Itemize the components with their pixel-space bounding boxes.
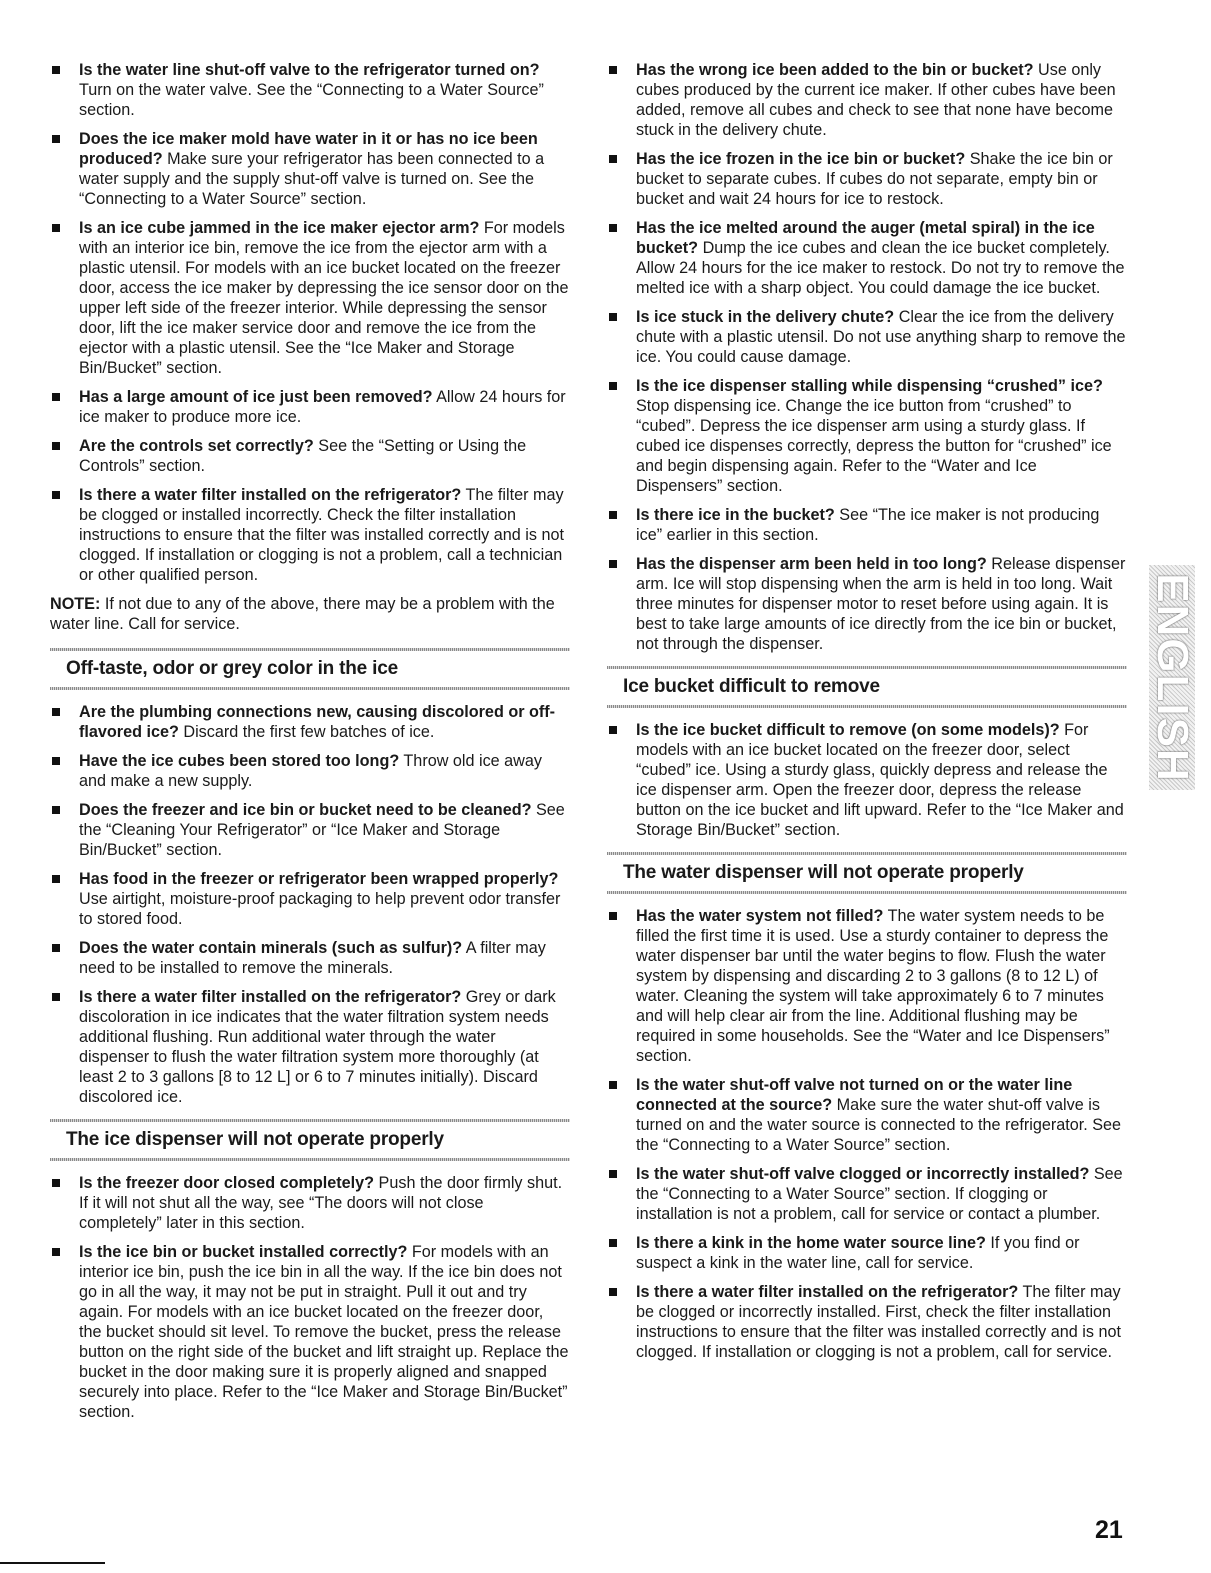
answer: The filter may be clogged or installed incorrectly. Check the filter installation instructions to ensure that the filter was installed correctly and is not clogged. If installation or clogging is not a problem, call a technician or other qualified person.: [79, 486, 564, 584]
ice-dispenser-list: [50, 1173, 570, 1422]
language-side-tab: [1149, 565, 1195, 790]
list-item: [607, 1075, 1127, 1155]
bullet-icon: [609, 1288, 617, 1296]
list-item: [50, 751, 570, 791]
bullet-icon: [52, 491, 60, 499]
answer: Use only cubes produced by the current ice maker. If other cubes have been added, remove all cubes and check to see that none have become stuck in the delivery chute.: [636, 61, 1116, 139]
section-rule-bottom: [607, 891, 1127, 894]
bullet-icon: [52, 708, 60, 716]
list-item: [50, 436, 570, 476]
bullet-icon: [52, 875, 60, 883]
bullet-icon: [609, 912, 617, 920]
list-item: [607, 307, 1127, 367]
section-rule-bottom: [50, 687, 570, 690]
answer: For models with an interior ice bin, push the ice bin in all the way. If the ice bin does not go in all the way, it may not be put in straight. Pull it out and try again. For models with an ice bucket located on the freezer door, the bucket should sit level. To remove the bucket, press the release button on the right side of the bucket and lift straight up. Replace the bucket in the door making sure it is properly aligned and snapped securely into place. Refer to the “Ice Maker and Storage Bin/Bucket” section.: [79, 1243, 569, 1421]
list-item: [50, 869, 570, 929]
question: Is the ice bucket difficult to remove (on some models)?: [636, 721, 1060, 739]
bullet-icon: [52, 944, 60, 952]
question: Are the controls set correctly?: [79, 437, 314, 455]
list-item: [50, 702, 570, 742]
section-water-dispenser: [607, 852, 1127, 894]
question: Is the ice dispenser stalling while dispensing “crushed” ice?: [636, 377, 1103, 395]
answer: See the “Cleaning Your Refrigerator” or “Ice Maker and Storage Bin/Bucket” section.: [79, 801, 565, 859]
answer: If you find or suspect a kink in the water line, call for service.: [636, 1234, 1080, 1272]
bullet-icon: [52, 224, 60, 232]
question: Have the ice cubes been stored too long?: [79, 752, 400, 770]
language-tab-label: ENGLISH: [1148, 572, 1197, 783]
footer-rule: [0, 1562, 105, 1564]
section-heading: The water dispenser will not operate properly: [623, 862, 1024, 883]
answer: Throw old ice away and make a new supply.: [79, 752, 542, 790]
question: Is the water shut-off valve not turned on or the water line connected at the source?: [636, 1076, 1073, 1114]
list-item: [607, 149, 1127, 209]
bullet-icon: [52, 135, 60, 143]
list-item: [50, 938, 570, 978]
list-item: [50, 129, 570, 209]
note-text: If not due to any of the above, there may be a problem with the water line. Call for service.: [50, 595, 555, 633]
question: Are the plumbing connections new, causing discolored or off-flavored ice?: [79, 703, 556, 741]
section-off-taste: [50, 648, 570, 690]
bullet-icon: [52, 757, 60, 765]
question: Does the ice maker mold have water in it or has no ice been produced?: [79, 130, 538, 168]
answer: Grey or dark discoloration in ice indicates that the water filtration system needs additional flushing. Run additional water through the water dispenser to flush the water filtration system more thoroughly (at least 2 to 3 gallons [8 to 12 L] or 6 to 7 minutes initially). Discard discolored ice.: [79, 988, 556, 1106]
answer: A filter may need to be installed to remove the minerals.: [79, 939, 546, 977]
list-item: [50, 60, 570, 120]
answer: For models with an interior ice bin, remove the ice from the ejector arm with a plastic utensil. For models with an ice bucket located on the freezer door, access the ice maker by depressing the ice sensor door on the upper left side of the freezer interior. While depressing the sensor door, lift the ice maker service door and remove the ice from the ejector with a plastic utensil. See the “Ice Maker and Storage Bin/Bucket” section.: [79, 219, 569, 377]
question: Does the freezer and ice bin or bucket need to be cleaned?: [79, 801, 532, 819]
bullet-icon: [609, 382, 617, 390]
question: Has a large amount of ice just been removed?: [79, 388, 433, 406]
question: Has the water system not filled?: [636, 907, 884, 925]
list-item: [607, 1282, 1127, 1362]
answer: For models with an ice bucket located on the freezer door, select “cubed” ice. Using a sturdy glass, quickly depress and release the ice dispenser arm. Open the freezer door, depress the release button on the ice bucket and lift upward. Refer to the “Ice Maker and Storage Bin/Bucket” section.: [636, 721, 1124, 839]
bullet-icon: [52, 66, 60, 74]
bullet-icon: [609, 66, 617, 74]
bullet-icon: [609, 726, 617, 734]
right-intro-list: [607, 60, 1127, 654]
left-column: [50, 60, 570, 1431]
list-item: [50, 800, 570, 860]
list-item: [607, 554, 1127, 654]
bullet-icon: [609, 1081, 617, 1089]
question: Is the freezer door closed completely?: [79, 1174, 375, 1192]
section-rule-top: [607, 666, 1127, 669]
section-ice-dispenser: [50, 1119, 570, 1161]
list-item: [607, 505, 1127, 545]
answer: Make sure the water shut-off valve is turned on and the water source is connected to the refrigerator. See the “Connecting to a Water Source” section.: [636, 1096, 1122, 1154]
list-item: [50, 485, 570, 585]
answer: See the “Connecting to a Water Source” section. If clogging or installation is not a problem, call for service or contact a plumber.: [636, 1165, 1123, 1223]
answer: Use airtight, moisture-proof packaging to help prevent odor transfer to stored food.: [79, 890, 561, 928]
right-column: [607, 60, 1127, 1371]
question: Is the ice bin or bucket installed correctly?: [79, 1243, 408, 1261]
list-item: [607, 60, 1127, 140]
bullet-icon: [609, 313, 617, 321]
question: Has the dispenser arm been held in too long?: [636, 555, 987, 573]
list-item: [607, 906, 1127, 1066]
section-rule-top: [50, 648, 570, 651]
question: Is there a water filter installed on the refrigerator?: [636, 1283, 1019, 1301]
answer: Discard the first few batches of ice.: [178, 723, 435, 741]
list-item: [50, 1173, 570, 1233]
ice-bucket-list: [607, 720, 1127, 840]
list-item: [50, 218, 570, 378]
bullet-icon: [52, 993, 60, 1001]
question: Has food in the freezer or refrigerator been wrapped properly?: [79, 870, 559, 888]
answer: Push the door firmly shut. If it will not shut all the way, see “The doors will not close completely” later in this section.: [79, 1174, 563, 1232]
answer: The filter may be clogged or incorrectly installed. First, check the filter installation instructions to ensure that the filter was installed correctly and is not clogged. If installation or clogging is not a problem, call for service.: [636, 1283, 1121, 1361]
bullet-icon: [52, 806, 60, 814]
bullet-icon: [52, 393, 60, 401]
question: Is there ice in the bucket?: [636, 506, 835, 524]
question: Is the water line shut-off valve to the refrigerator turned on?: [79, 61, 540, 79]
bullet-icon: [52, 1179, 60, 1187]
bullet-icon: [609, 560, 617, 568]
bullet-icon: [609, 1239, 617, 1247]
question: Is there a kink in the home water source line?: [636, 1234, 986, 1252]
question: Is the water shut-off valve clogged or incorrectly installed?: [636, 1165, 1090, 1183]
answer: Dump the ice cubes and clean the ice bucket completely. Allow 24 hours for the ice maker to restock. Do not try to remove the melted ice with a sharp object. You could damage the ice bucket.: [636, 239, 1125, 297]
section-heading: Off-taste, odor or grey color in the ice: [66, 658, 398, 679]
question: Is there a water filter installed on the refrigerator?: [79, 486, 462, 504]
question: Has the ice frozen in the ice bin or bucket?: [636, 150, 966, 168]
left-intro-list: [50, 60, 570, 585]
section-rule-bottom: [50, 1158, 570, 1161]
section-rule-top: [607, 852, 1127, 855]
note-label: NOTE:: [50, 595, 101, 613]
water-dispenser-list: [607, 906, 1127, 1362]
list-item: [607, 1233, 1127, 1273]
section-heading: The ice dispenser will not operate properly: [66, 1129, 444, 1150]
question: Is ice stuck in the delivery chute?: [636, 308, 895, 326]
bullet-icon: [52, 1248, 60, 1256]
question: Has the ice melted around the auger (metal spiral) in the ice bucket?: [636, 219, 1095, 257]
note-paragraph: [50, 594, 570, 634]
bullet-icon: [52, 442, 60, 450]
answer: Clear the ice from the delivery chute with a plastic utensil. Do not use anything sharp to remove the ice. You could cause damage.: [636, 308, 1126, 366]
list-item: [50, 387, 570, 427]
answer: Release dispenser arm. Ice will stop dispensing when the arm is held in too long. Wait three minutes for dispenser motor to reset before using again. It is best to take large amounts of ice directly from the ice bin or bucket, not through the dispenser.: [636, 555, 1126, 653]
list-item: [607, 218, 1127, 298]
list-item: [50, 987, 570, 1107]
section-ice-bucket: [607, 666, 1127, 708]
list-item: [50, 1242, 570, 1422]
page-number: 21: [1095, 1516, 1123, 1544]
answer: Stop dispensing ice. Change the ice button from “crushed” to “cubed”. Depress the ice dispenser arm using a sturdy glass. If cubed ice dispenses correctly, depress the button for “crushed” ice and begin dispensing again. Refer to the “Water and Ice Dispensers” section.: [636, 397, 1112, 495]
section-rule-top: [50, 1119, 570, 1122]
off-taste-list: [50, 702, 570, 1107]
answer: Make sure your refrigerator has been connected to a water supply and the supply shut-off valve is turned on. See the “Connecting to a Water Source” section.: [79, 150, 545, 208]
answer: The water system needs to be filled the first time it is used. Use a sturdy container to depress the water dispenser bar until the water begins to flow. Flush the water system by dispensing and discarding 2 to 3 gallons (8 to 12 L) of water. Cleaning the system will take approximately 6 to 7 minutes and will help clear air from the line. Additional flushing may be required in some households. See the “Water and Ice Dispensers” section.: [636, 907, 1110, 1065]
question: Is there a water filter installed on the refrigerator?: [79, 988, 462, 1006]
list-item: [607, 376, 1127, 496]
bullet-icon: [609, 1170, 617, 1178]
question: Does the water contain minerals (such as sulfur)?: [79, 939, 463, 957]
bullet-icon: [609, 224, 617, 232]
question: Has the wrong ice been added to the bin or bucket?: [636, 61, 1034, 79]
answer: See “The ice maker is not producing ice” earlier in this section.: [636, 506, 1100, 544]
answer: Allow 24 hours for ice maker to produce more ice.: [79, 388, 566, 426]
answer: See the “Setting or Using the Controls” section.: [79, 437, 527, 475]
answer: Turn on the water valve. See the “Connecting to a Water Source” section.: [79, 81, 544, 119]
section-rule-bottom: [607, 705, 1127, 708]
bullet-icon: [609, 155, 617, 163]
section-heading: Ice bucket difficult to remove: [623, 676, 880, 697]
list-item: [607, 720, 1127, 840]
question: Is an ice cube jammed in the ice maker ejector arm?: [79, 219, 480, 237]
list-item: [607, 1164, 1127, 1224]
answer: Shake the ice bin or bucket to separate cubes. If cubes do not separate, empty bin or bucket and wait 24 hours for ice to restock.: [636, 150, 1113, 208]
bullet-icon: [609, 511, 617, 519]
